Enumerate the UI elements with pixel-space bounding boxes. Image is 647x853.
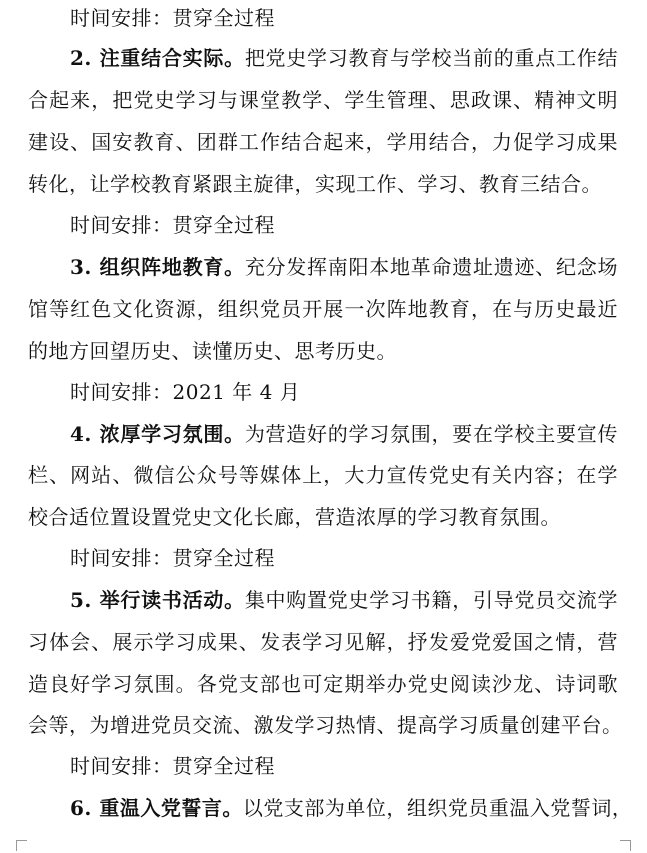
item-heading: 5. 举行读书活动。 (70, 588, 245, 612)
item-heading: 6. 重温入党誓言。 (70, 796, 243, 820)
schedule-line (70, 540, 275, 576)
paragraph-line: 栏、网站、微信公众号等媒体上，大力宣传党史有关内容；在学 (28, 463, 618, 487)
schedule-label: 时间安排： (70, 380, 173, 404)
item-text: 集中购置党史学习书籍，引导党员交流学 (244, 588, 618, 612)
paragraph-line: 的地方回望历史、读懂历史、思考历史。 (28, 339, 397, 363)
paragraph-line: 馆等红色文化资源，组织党员开展一次阵地教育，在与历史最近 (28, 297, 618, 321)
paragraph-line: 建设、国安教育、团群工作结合起来，学用结合，力促学习成果 (28, 130, 618, 154)
paragraph-line: 合起来，把党史学习与课堂教学、学生管理、思政课、精神文明 (28, 88, 618, 112)
paragraph-line (70, 249, 618, 285)
page-corner-mark-left (16, 840, 27, 851)
item-heading: 2. 注重结合实际。 (70, 46, 245, 70)
schedule-label: 时间安排： (70, 546, 173, 570)
item-text: 把党史学习教育与学校当前的重点工作结 (244, 46, 618, 70)
item-heading: 4. 浓厚学习氛围。 (70, 422, 245, 446)
paragraph-line: 会等，为增进党员交流、激发学习热情、提高学习质量创建平台。 (28, 713, 623, 737)
item-text: 以党支部为单位，组织党员重温入党誓词， (242, 796, 633, 820)
paragraph-line: 造良好学习氛围。各党支部也可定期举办党史阅读沙龙、诗词歌 (28, 672, 618, 696)
paragraph-line: 校合适位置设置党史文化长廊，营造浓厚的学习教育氛围。 (28, 505, 561, 529)
paragraph-line: 习体会、展示学习成果、发表学习见解，抒发爱党爱国之情，营 (28, 630, 618, 654)
schedule-value: 贯穿全过程 (172, 213, 275, 237)
schedule-value: 2021 年 4 月 (172, 380, 301, 404)
schedule-label: 时间安排： (70, 6, 173, 30)
schedule-value: 贯穿全过程 (172, 754, 275, 778)
paragraph-line (70, 582, 618, 618)
paragraph-line (70, 416, 618, 452)
schedule-value: 贯穿全过程 (172, 6, 275, 30)
schedule-label: 时间安排： (70, 213, 173, 237)
schedule-value: 贯穿全过程 (172, 546, 275, 570)
schedule-line (70, 748, 275, 784)
paragraph-line (70, 790, 633, 826)
schedule-line (70, 0, 275, 36)
item-heading: 3. 组织阵地教育。 (70, 255, 245, 279)
schedule-line (70, 207, 275, 243)
page-corner-mark-right (620, 840, 631, 851)
schedule-label: 时间安排： (70, 754, 173, 778)
paragraph-line: 转化，让学校教育紧跟主旋律，实现工作、学习、教育三结合。 (28, 172, 602, 196)
schedule-line (70, 374, 300, 410)
item-text: 充分发挥南阳本地革命遗址遗迹、纪念场 (244, 255, 618, 279)
paragraph-line (70, 40, 618, 76)
item-text: 为营造好的学习氛围，要在学校主要宣传 (244, 422, 618, 446)
